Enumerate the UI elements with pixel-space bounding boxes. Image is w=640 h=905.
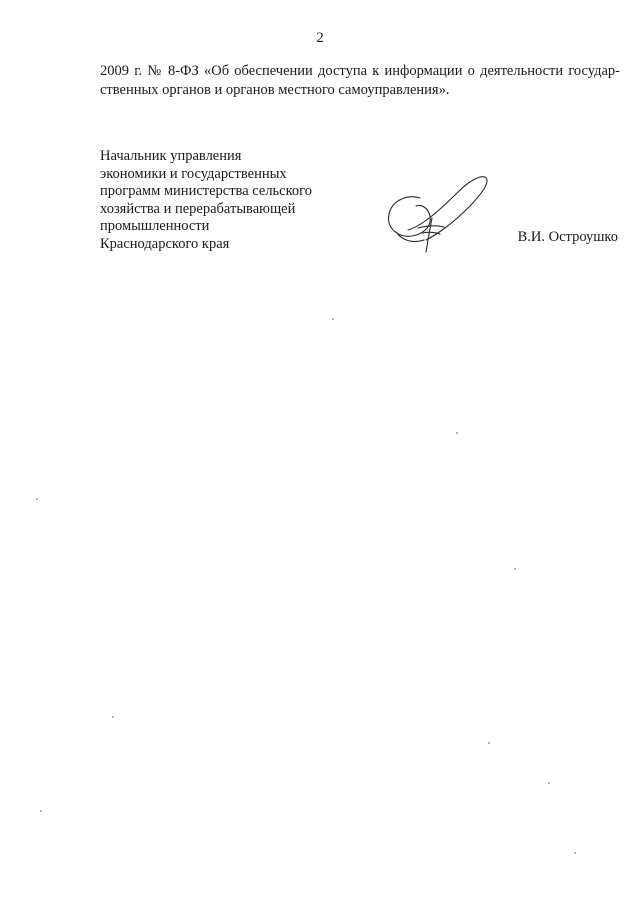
position-line: Начальник управления	[100, 148, 242, 164]
handwritten-signature-icon	[378, 170, 498, 260]
scan-speck	[112, 716, 114, 718]
paragraph-line: ственных органов и органов местного самоуправления».	[100, 82, 450, 98]
position-line: хозяйства и перерабатывающей	[100, 200, 296, 217]
signer-position	[100, 148, 350, 253]
scan-speck	[36, 498, 38, 500]
scan-speck	[40, 810, 42, 812]
scan-speck	[514, 568, 516, 570]
page-number: 2	[316, 30, 324, 46]
paragraph-line: 2009 г. № 8-ФЗ «Об обеспечении доступа к информации о деятельности государ-	[100, 63, 620, 79]
scan-speck	[456, 432, 458, 434]
scan-speck	[574, 852, 576, 854]
signer-name: В.И. Остроушко	[517, 229, 618, 245]
position-line: программ министерства сельского	[100, 183, 312, 199]
scan-speck	[488, 742, 490, 744]
position-line: промышленности	[100, 218, 210, 234]
position-line: экономики и государственных	[100, 165, 287, 182]
scan-speck	[548, 782, 550, 784]
position-line: Краснодарского края	[100, 235, 230, 252]
scan-speck	[332, 318, 334, 320]
body-paragraph	[100, 62, 620, 100]
